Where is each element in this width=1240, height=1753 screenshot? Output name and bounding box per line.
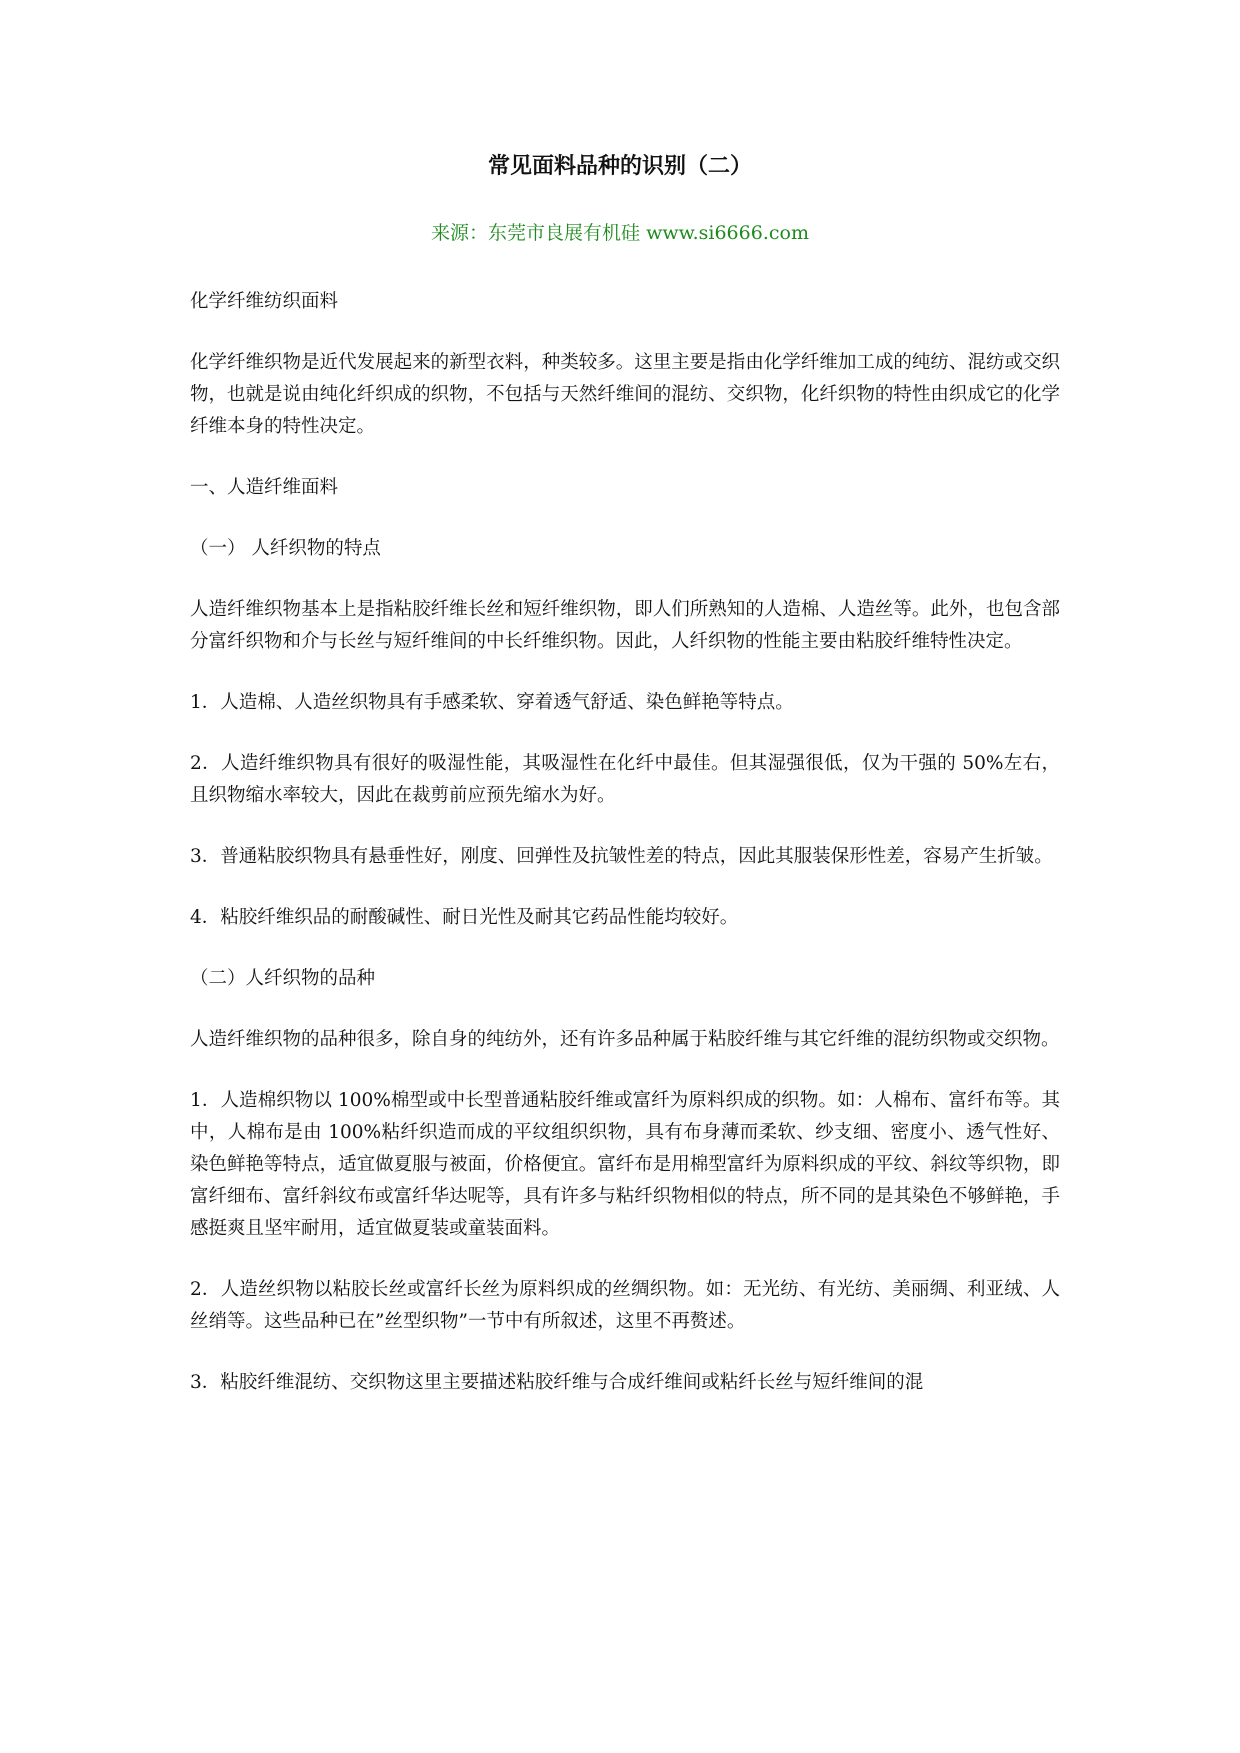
list-item: 3．普通粘胶织物具有悬垂性好，刚度、回弹性及抗皱性差的特点，因此其服装保形性差，容易产生折皱。 [190,846,1053,867]
paragraph: 化学纤维织物是近代发展起来的新型衣料，种类较多。这里主要是指由化学纤维加工成的纯纺、混纺或交织物，也就是说由纯化纤织成的织物，不包括与天然纤维间的混纺、交织物，化纤织物的特性由织成它的化学纤维本身的特性决定。 [190,352,1060,437]
list-item: 1．人造棉、人造丝织物具有手感柔软、穿着透气舒适、染色鲜艳等特点。 [190,692,794,713]
document-title: 常见面料品种的识别（二） [487,153,752,179]
list-item: 1．人造棉织物以 100%棉型或中长型普通粘胶纤维或富纤为原料织成的织物。如：人棉布、富纤布等。其中，人棉布是由 100%粘纤织造而成的平纹组织织物，具有布身薄而柔软、纱支细、密度小、透气性好、染色鲜艳等特点，适宜做夏服与被面，价格便宜。富纤布是用棉型富纤为原料织成的平纹、斜纹等织物，即富纤细布、富纤斜纹布或富纤华达呢等，具有许多与粘纤织物相似的特点，所不同的是其染色不够鲜艳，手感挺爽且坚牢耐用，适宜做夏装或童装面料。 [190,1090,1060,1239]
source-line: 来源：东莞市良展有机硅 www.si6666.com [431,222,809,244]
list-item: 4．粘胶纤维织品的耐酸碱性、耐日光性及耐其它药品性能均较好。 [190,907,739,928]
subsection-heading: （二）人纤织物的品种 [190,968,376,989]
section-heading: 一、人造纤维面料 [190,477,339,498]
list-item: 2．人造丝织物以粘胶长丝或富纤长丝为原料织成的丝绸织物。如：无光纺、有光纺、美丽绸、利亚绒、人丝绡等。这些品种已在”丝型织物”一节中有所叙述，这里不再赘述。 [190,1279,1060,1332]
list-item: 2．人造纤维织物具有很好的吸湿性能，其吸湿性在化纤中最佳。但其湿强很低，仅为干强的 50%左右，且织物缩水率较大，因此在裁剪前应预先缩水为好。 [190,753,1060,806]
list-item: 3．粘胶纤维混纺、交织物这里主要描述粘胶纤维与合成纤维间或粘纤长丝与短纤维间的混 [190,1372,924,1393]
document-body [190,286,1060,1428]
paragraph: 人造纤维织物的品种很多，除自身的纯纺外，还有许多品种属于粘胶纤维与其它纤维的混纺织物或交织物。 [190,1029,1060,1050]
section-heading: 化学纤维纺织面料 [190,291,339,312]
subsection-heading: （一） 人纤织物的特点 [190,538,381,559]
paragraph: 人造纤维织物基本上是指粘胶纤维长丝和短纤维织物，即人们所熟知的人造棉、人造丝等。此外，也包含部分富纤织物和介与长丝与短纤维间的中长纤维织物。因此，人纤织物的性能主要由粘胶纤维特性决定。 [190,599,1060,652]
